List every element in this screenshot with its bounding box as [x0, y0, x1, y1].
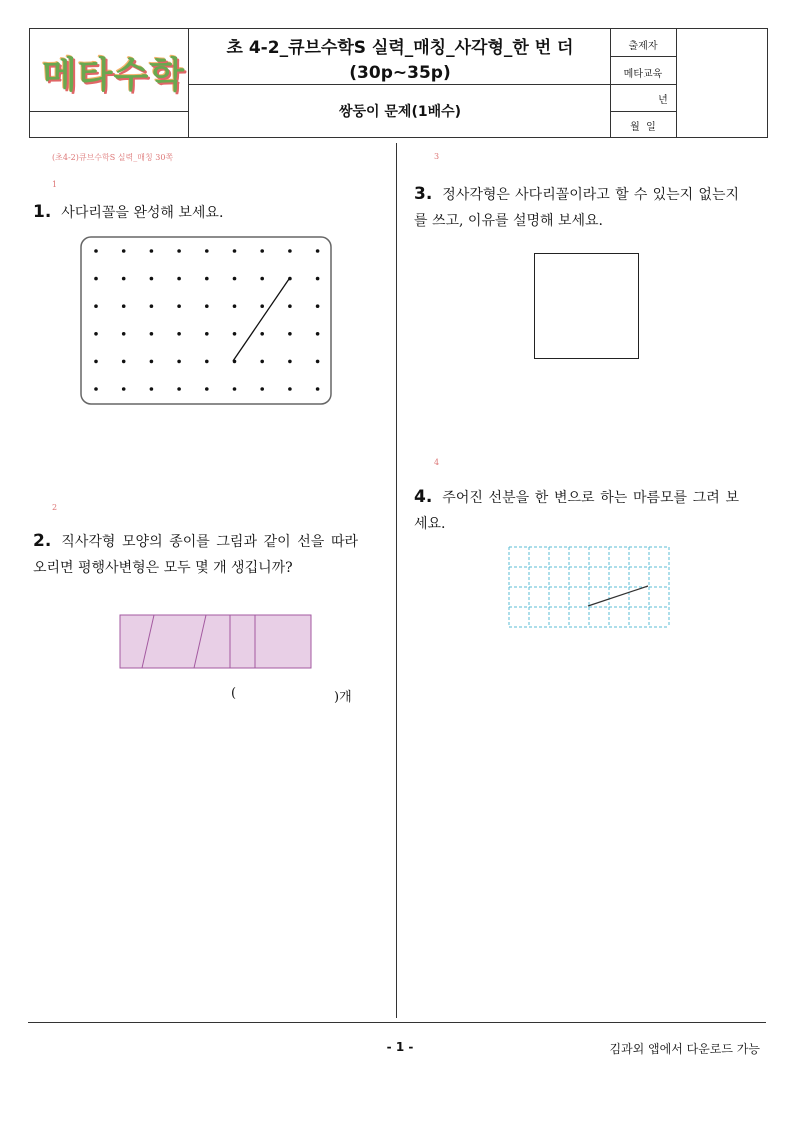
grid-dot — [316, 304, 320, 308]
logo-text: 메타수학 — [42, 55, 186, 96]
grid-dot — [233, 304, 237, 308]
grid-dot — [288, 360, 292, 364]
question-text: 사다리꼴을 완성해 보세요. — [61, 205, 224, 221]
grid-dot — [316, 249, 320, 253]
given-segment — [588, 586, 648, 606]
question-number: 4. — [414, 487, 433, 507]
grid-dot — [122, 360, 126, 364]
grid-dot — [260, 360, 264, 364]
question-3 — [414, 181, 739, 234]
header-table — [29, 28, 768, 138]
grid-dot — [205, 249, 209, 253]
grid-dot — [205, 277, 209, 281]
grid-dot — [94, 360, 98, 364]
year-label: 년 — [658, 95, 668, 106]
grid-dot — [94, 304, 98, 308]
question-marker: 3 — [434, 152, 440, 161]
question-2 — [33, 528, 358, 581]
column-divider — [396, 143, 397, 1018]
page-number: - 1 - — [386, 1040, 414, 1054]
page-title: 초 4-2_큐브수학S 실력_매칭_사각형_한 번 더 — [226, 38, 574, 58]
question-marker: 4 — [434, 458, 440, 467]
grid-dot — [122, 277, 126, 281]
grid-dot — [233, 332, 237, 336]
grid-dot — [150, 387, 154, 391]
grid-dot — [150, 304, 154, 308]
grid-dot — [177, 360, 181, 364]
question-4 — [414, 484, 739, 537]
grid-dot — [122, 387, 126, 391]
grid-dot — [233, 387, 237, 391]
question-text: 주어진 선분을 한 변으로 하는 마름모를 그려 보세요. — [414, 490, 739, 532]
grid-dot — [150, 360, 154, 364]
source-note: (초4-2)큐브수학S 실력_매칭 30쪽 — [52, 153, 174, 162]
paper-figure — [119, 614, 313, 670]
grid-dot — [150, 277, 154, 281]
author-label: 출제자 — [628, 41, 658, 52]
grid-dot — [205, 304, 209, 308]
date-label: 월 일 — [630, 122, 656, 133]
grid-dot — [205, 360, 209, 364]
question-number: 1. — [33, 202, 52, 222]
footer-note: 김과외 앱에서 다운로드 가능 — [609, 1042, 760, 1056]
grid-dot — [177, 249, 181, 253]
author-value: 메타교육 — [623, 69, 663, 80]
footer-line — [28, 1022, 766, 1023]
dot-grid — [94, 249, 319, 391]
question-number: 3. — [414, 184, 433, 204]
grid-dot — [288, 332, 292, 336]
grid-dot — [205, 332, 209, 336]
question-text: 정사각형은 사다리꼴이라고 할 수 있는지 없는지를 쓰고, 이유를 설명해 보세요. — [414, 187, 739, 229]
grid-dot — [94, 332, 98, 336]
grid-dot — [94, 387, 98, 391]
grid-dot — [94, 249, 98, 253]
given-segment — [233, 279, 289, 361]
grid-dot — [150, 332, 154, 336]
grid-dot — [177, 387, 181, 391]
grid-dot — [233, 277, 237, 281]
grid-dot — [316, 387, 320, 391]
answer-close: )개 — [334, 690, 352, 705]
grid-dot — [316, 360, 320, 364]
grid-dot — [288, 387, 292, 391]
grid-dot — [260, 387, 264, 391]
grid-dot — [260, 332, 264, 336]
grid-dot — [94, 277, 98, 281]
question-marker: 2 — [52, 503, 58, 512]
page-subtitle: 쌍둥이 문제(1배수) — [338, 104, 462, 120]
square-figure — [534, 253, 639, 359]
grid-dot — [288, 249, 292, 253]
grid-dot — [260, 304, 264, 308]
grid-dot — [177, 332, 181, 336]
question-marker: 1 — [52, 180, 58, 189]
grid-dot — [288, 304, 292, 308]
grid-dot — [122, 304, 126, 308]
question-number: 2. — [33, 531, 52, 551]
question-1 — [33, 199, 373, 226]
answer-open: ( — [231, 686, 237, 701]
page-range: (30p~35p) — [349, 63, 451, 83]
grid-dot — [150, 249, 154, 253]
grid-dot — [122, 249, 126, 253]
grid-dot — [177, 304, 181, 308]
dot-grid-figure — [80, 236, 332, 406]
grid-dot — [205, 387, 209, 391]
grid-dot — [233, 249, 237, 253]
question-text: 직사각형 모양의 종이를 그림과 같이 선을 따라 오리면 평행사변형은 모두 몇 개 생깁니까? — [33, 534, 358, 576]
grid-dot — [177, 277, 181, 281]
square-grid-figure — [508, 546, 670, 628]
grid-dot — [316, 332, 320, 336]
grid-dot — [122, 332, 126, 336]
logo — [42, 47, 185, 98]
grid-dot — [260, 249, 264, 253]
grid-dot — [260, 277, 264, 281]
grid-dot — [316, 277, 320, 281]
